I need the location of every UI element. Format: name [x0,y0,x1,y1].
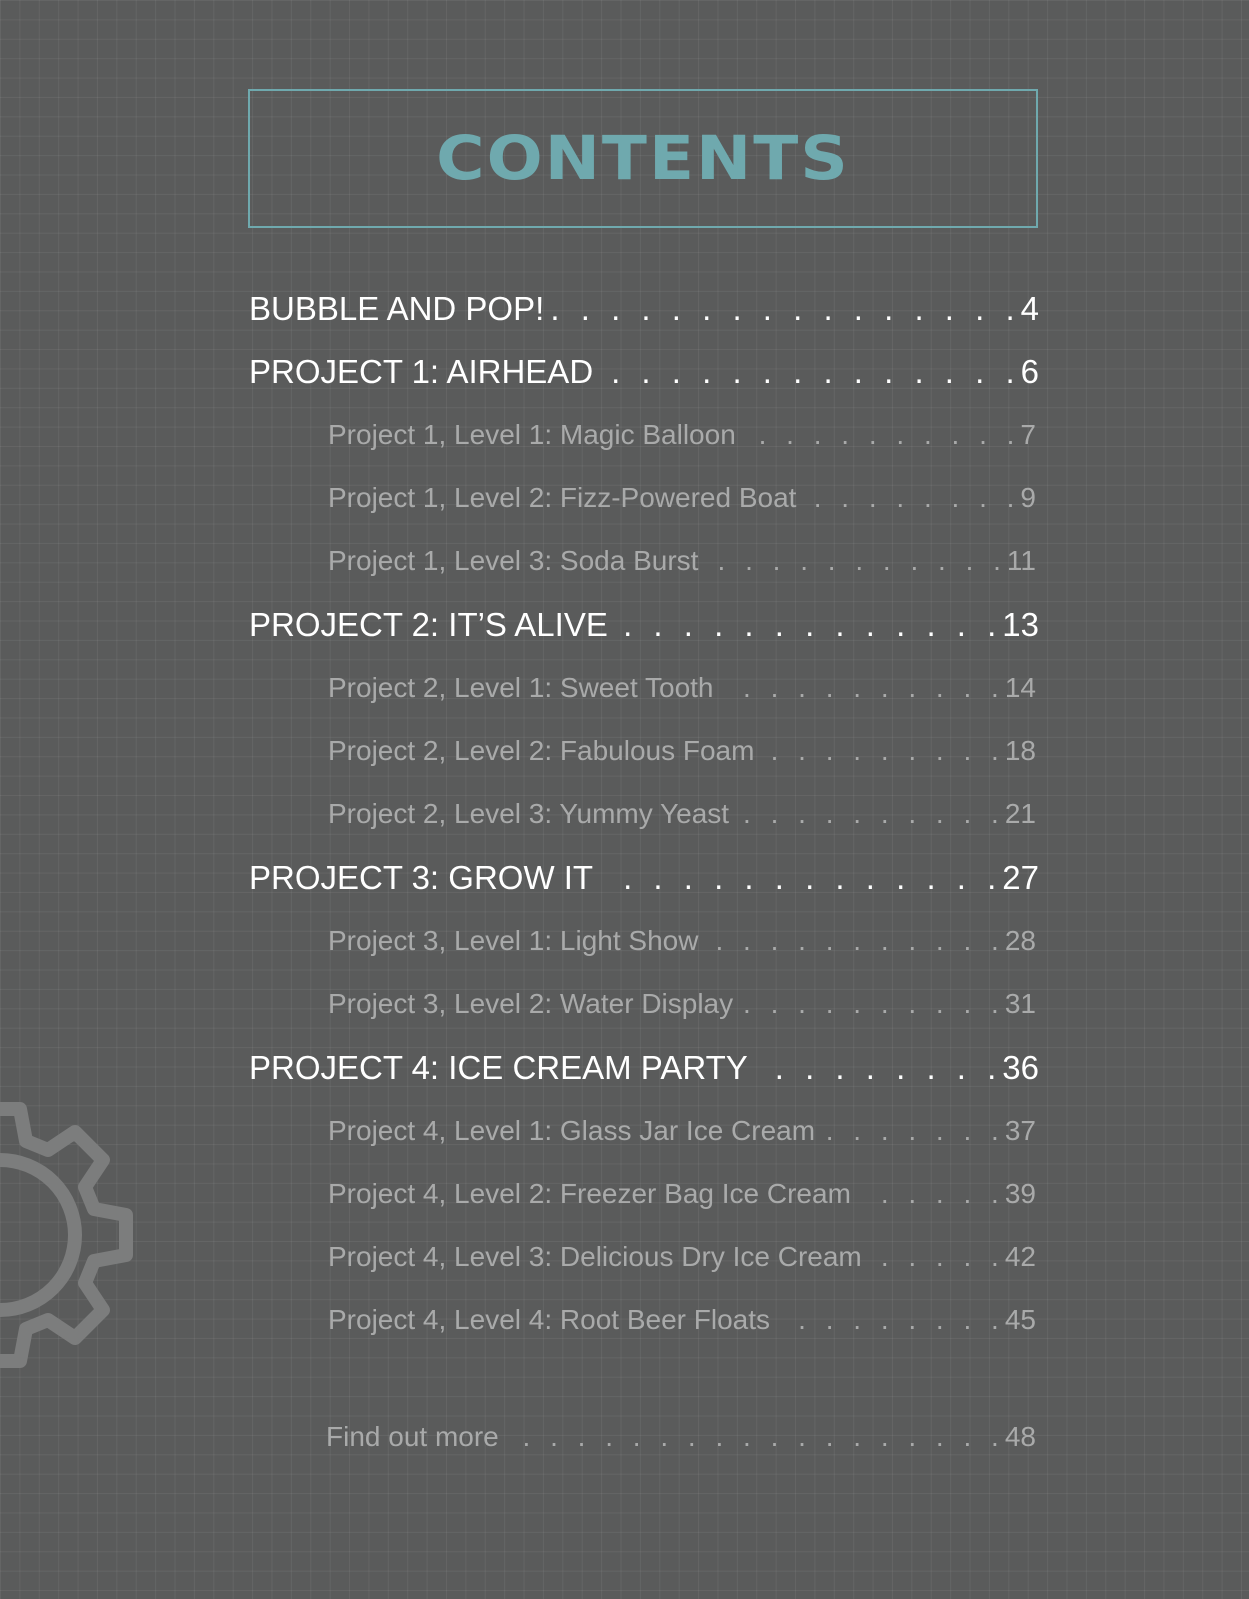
toc-page-number: 36 [1002,1049,1039,1086]
toc-entry-label: PROJECT 3: GROW IT [249,859,594,896]
toc-page-number: 28 [1004,925,1036,956]
toc-entry-main[interactable] [249,606,1039,648]
dot-leader [823,1115,1005,1147]
dot-leader [616,606,1002,644]
toc-entry-sub[interactable] [328,798,1036,836]
toc-entry-label: BUBBLE AND POP! [249,290,545,327]
toc-entry-sub[interactable] [328,1115,1036,1153]
toc-entry-label: Project 4, Level 2: Freezer Bag Ice Cream [328,1178,851,1209]
dot-leader [756,1049,1003,1087]
dot-leader [778,1304,1005,1336]
dot-leader [706,545,1006,577]
toc-page-number: 27 [1002,859,1039,896]
toc-entry-label: Project 4, Level 4: Root Beer Floats [328,1304,770,1335]
toc-entry-label: Project 1, Level 1: Magic Balloon [328,419,736,450]
toc-entry-sub[interactable] [328,1178,1036,1216]
toc-page-number: 21 [1004,798,1036,829]
toc-entry-find-out-more[interactable] [326,1421,1036,1459]
toc-entry-label: PROJECT 1: AIRHEAD [249,353,594,390]
toc-page-number: 11 [1006,545,1036,576]
toc-entry-main[interactable] [249,353,1039,395]
toc-entry-main[interactable] [249,290,1039,332]
toc-entry-sub[interactable] [328,672,1036,710]
dot-leader [507,1421,1005,1453]
toc-entry-label: Project 2, Level 3: Yummy Yeast [328,798,730,829]
dot-leader [706,925,1004,957]
toc-page-number: 9 [1020,482,1036,513]
dot-leader [741,988,1005,1020]
dot-leader [744,419,1021,451]
toc-entry-label: Project 4, Level 3: Delicious Dry Ice Cream [328,1241,862,1272]
dot-leader [601,859,1002,897]
toc-page-number: 42 [1004,1241,1036,1272]
toc-entry-sub[interactable] [328,419,1036,457]
toc-entry-label: Find out more [326,1421,499,1452]
toc-entry-label: PROJECT 2: IT’S ALIVE [249,606,608,643]
toc-entry-label: Project 3, Level 1: Light Show [328,925,699,956]
toc-entry-sub[interactable] [328,735,1036,773]
toc-entry-sub[interactable] [328,1304,1036,1342]
toc-entry-sub[interactable] [328,988,1036,1026]
toc-entry-sub[interactable] [328,482,1036,520]
dot-leader [737,798,1005,830]
toc-entry-label: Project 3, Level 2: Water Display [328,988,734,1019]
toc-page-number: 7 [1020,419,1036,450]
dot-leader [859,1178,1005,1210]
toc-entry-sub[interactable] [328,545,1036,583]
toc-entry-sub[interactable] [328,1241,1036,1279]
toc-entry-label: Project 1, Level 2: Fizz-Powered Boat [328,482,797,513]
toc-page-number: 48 [1004,1421,1036,1452]
toc-page-number: 31 [1004,988,1036,1019]
toc-entry-label: Project 4, Level 1: Glass Jar Ice Cream [328,1115,816,1146]
dot-leader [601,353,1020,391]
toc-entry-sub[interactable] [328,925,1036,963]
toc-entry-label: Project 2, Level 1: Sweet Tooth [328,672,714,703]
toc-entry-main[interactable] [249,859,1039,901]
toc-page-number: 13 [1002,606,1039,643]
toc-page-number: 45 [1004,1304,1036,1335]
toc-page-number: 37 [1004,1115,1036,1146]
dot-leader [804,482,1020,514]
toc-page-number: 14 [1004,672,1036,703]
toc-entry-label: Project 2, Level 2: Fabulous Foam [328,735,755,766]
toc-entry-main[interactable] [249,1049,1039,1091]
dot-leader [762,735,1004,767]
dot-leader [552,290,1020,328]
toc-entry-label: Project 1, Level 3: Soda Burst [328,545,699,576]
toc-page-number: 6 [1020,353,1039,390]
toc-entry-label: PROJECT 4: ICE CREAM PARTY [249,1049,748,1086]
dot-leader [722,672,1005,704]
dot-leader [870,1241,1005,1273]
toc-page-number: 39 [1004,1178,1036,1209]
page-title: CONTENTS [436,123,850,194]
toc-page-number: 4 [1020,290,1039,327]
gear-icon [0,1065,160,1405]
toc-page-number: 18 [1004,735,1036,766]
